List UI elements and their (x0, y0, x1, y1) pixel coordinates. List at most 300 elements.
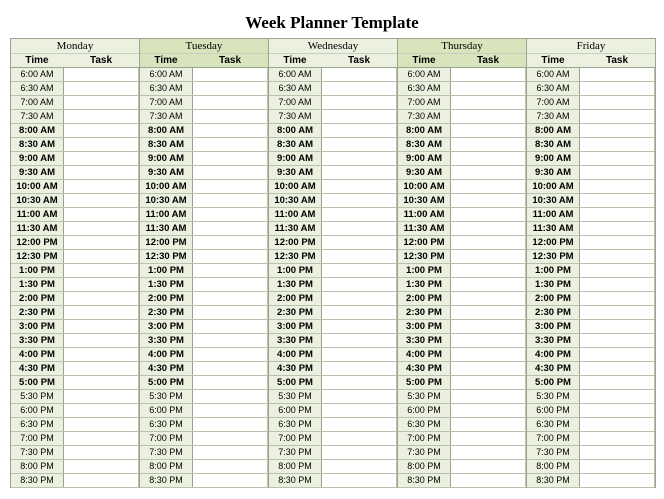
task-cell[interactable] (580, 418, 655, 431)
time-cell: 4:00 PM (140, 348, 193, 361)
time-cell: 4:30 PM (140, 362, 193, 375)
time-cell: 12:30 PM (527, 250, 580, 263)
task-column-header: Task (476, 55, 500, 66)
time-cell: 5:30 PM (140, 390, 193, 403)
day-header: Wednesday (269, 39, 397, 54)
time-slot-row (11, 236, 139, 250)
task-cell[interactable] (193, 418, 268, 431)
task-cell[interactable] (193, 110, 268, 123)
task-cell[interactable] (64, 348, 139, 361)
time-cell: 11:00 AM (527, 208, 580, 221)
task-cell[interactable] (580, 306, 655, 319)
task-cell[interactable] (451, 278, 526, 291)
task-cell[interactable] (451, 334, 526, 347)
task-cell[interactable] (64, 250, 139, 263)
time-cell: 4:30 PM (398, 362, 451, 375)
time-slot-row (398, 334, 526, 348)
column-headers (527, 54, 655, 68)
time-slot-row (269, 180, 397, 194)
time-slot-row (269, 250, 397, 264)
time-slot-row (527, 264, 655, 278)
task-cell[interactable] (193, 222, 268, 235)
time-cell: 8:00 AM (140, 124, 193, 137)
task-cell[interactable] (193, 446, 268, 459)
task-cell[interactable] (64, 96, 139, 109)
time-cell: 3:30 PM (398, 334, 451, 347)
time-cell: 9:00 AM (11, 152, 64, 165)
task-cell[interactable] (64, 432, 139, 445)
task-cell[interactable] (322, 138, 397, 151)
time-cell: 7:30 AM (140, 110, 193, 123)
time-slot-row (269, 390, 397, 404)
task-cell[interactable] (451, 460, 526, 473)
time-slot-row (11, 180, 139, 194)
task-cell[interactable] (451, 264, 526, 277)
time-slot-row (398, 82, 526, 96)
task-cell[interactable] (322, 236, 397, 249)
task-cell[interactable] (322, 446, 397, 459)
task-cell[interactable] (64, 124, 139, 137)
task-cell[interactable] (64, 82, 139, 95)
task-cell[interactable] (580, 404, 655, 417)
task-cell[interactable] (580, 320, 655, 333)
task-cell[interactable] (451, 166, 526, 179)
task-cell[interactable] (451, 250, 526, 263)
time-slot-row (140, 348, 268, 362)
time-cell: 1:00 PM (398, 264, 451, 277)
time-slot-row (140, 390, 268, 404)
task-cell[interactable] (64, 446, 139, 459)
task-cell[interactable] (322, 390, 397, 403)
time-cell: 2:00 PM (140, 292, 193, 305)
time-cell: 1:30 PM (398, 278, 451, 291)
task-cell[interactable] (322, 306, 397, 319)
task-cell[interactable] (451, 320, 526, 333)
task-cell[interactable] (580, 166, 655, 179)
time-slot-row (527, 474, 655, 488)
time-slot-row (398, 138, 526, 152)
task-cell[interactable] (580, 208, 655, 221)
time-slot-row (398, 68, 526, 82)
time-cell: 7:30 AM (527, 110, 580, 123)
task-cell[interactable] (64, 208, 139, 221)
time-cell: 12:00 PM (11, 236, 64, 249)
time-cell: 2:30 PM (140, 306, 193, 319)
task-cell[interactable] (451, 110, 526, 123)
task-cell[interactable] (451, 446, 526, 459)
column-headers (140, 54, 268, 68)
time-cell: 6:30 PM (398, 418, 451, 431)
task-cell[interactable] (64, 110, 139, 123)
time-cell: 8:00 PM (11, 460, 64, 473)
time-cell: 12:00 PM (140, 236, 193, 249)
time-slot-row (527, 166, 655, 180)
task-cell[interactable] (451, 208, 526, 221)
task-cell[interactable] (451, 474, 526, 487)
time-cell: 4:00 PM (398, 348, 451, 361)
time-cell: 1:00 PM (269, 264, 322, 277)
task-cell[interactable] (451, 68, 526, 81)
task-cell[interactable] (322, 376, 397, 389)
time-slot-row (398, 418, 526, 432)
time-cell: 12:00 PM (269, 236, 322, 249)
time-slot-row (398, 348, 526, 362)
time-slot-row (398, 236, 526, 250)
task-cell[interactable] (193, 264, 268, 277)
task-cell[interactable] (580, 432, 655, 445)
task-cell[interactable] (64, 418, 139, 431)
time-slot-row (269, 124, 397, 138)
time-cell: 1:00 PM (140, 264, 193, 277)
time-cell: 3:00 PM (11, 320, 64, 333)
task-cell[interactable] (193, 250, 268, 263)
time-cell: 10:30 AM (527, 194, 580, 207)
task-cell[interactable] (193, 292, 268, 305)
task-cell[interactable] (580, 292, 655, 305)
time-slot-row (11, 110, 139, 124)
task-cell[interactable] (580, 82, 655, 95)
day-column-thursday (398, 39, 527, 488)
day-header: Tuesday (140, 39, 268, 54)
task-cell[interactable] (580, 68, 655, 81)
time-slot-row (527, 138, 655, 152)
task-cell[interactable] (64, 390, 139, 403)
time-slot-row (11, 348, 139, 362)
time-slot-row (269, 278, 397, 292)
task-cell[interactable] (64, 180, 139, 193)
task-cell[interactable] (580, 446, 655, 459)
task-cell[interactable] (193, 236, 268, 249)
time-slot-row (11, 82, 139, 96)
time-cell: 6:00 AM (269, 68, 322, 81)
time-cell: 8:30 PM (269, 474, 322, 487)
task-cell[interactable] (193, 390, 268, 403)
time-cell: 1:30 PM (11, 278, 64, 291)
task-cell[interactable] (451, 292, 526, 305)
time-slot-row (140, 362, 268, 376)
task-cell[interactable] (64, 222, 139, 235)
task-cell[interactable] (64, 278, 139, 291)
task-cell[interactable] (451, 124, 526, 137)
task-cell[interactable] (64, 138, 139, 151)
task-cell[interactable] (64, 320, 139, 333)
time-slot-row (269, 166, 397, 180)
task-cell[interactable] (580, 180, 655, 193)
day-column-friday (527, 39, 656, 488)
task-cell[interactable] (580, 222, 655, 235)
task-cell[interactable] (580, 96, 655, 109)
time-cell: 7:00 PM (11, 432, 64, 445)
task-cell[interactable] (451, 418, 526, 431)
task-cell[interactable] (451, 138, 526, 151)
task-cell[interactable] (193, 404, 268, 417)
time-slot-row (140, 306, 268, 320)
time-slot-row (140, 236, 268, 250)
time-cell: 9:00 AM (398, 152, 451, 165)
time-slot-row (269, 432, 397, 446)
time-cell: 6:30 AM (140, 82, 193, 95)
time-slot-row (140, 320, 268, 334)
task-cell[interactable] (580, 348, 655, 361)
time-cell: 3:30 PM (269, 334, 322, 347)
task-cell[interactable] (322, 222, 397, 235)
time-slot-row (398, 96, 526, 110)
time-slot-row (269, 236, 397, 250)
task-cell[interactable] (193, 432, 268, 445)
task-cell[interactable] (64, 292, 139, 305)
task-cell[interactable] (451, 376, 526, 389)
task-cell[interactable] (322, 96, 397, 109)
time-cell: 5:30 PM (11, 390, 64, 403)
time-slot-row (11, 474, 139, 488)
task-cell[interactable] (322, 180, 397, 193)
time-slot-row (140, 446, 268, 460)
time-cell: 3:00 PM (269, 320, 322, 333)
time-cell: 6:30 AM (269, 82, 322, 95)
column-headers (269, 54, 397, 68)
time-cell: 5:00 PM (140, 376, 193, 389)
task-cell[interactable] (64, 362, 139, 375)
task-cell[interactable] (322, 124, 397, 137)
task-cell[interactable] (193, 376, 268, 389)
time-slot-row (527, 124, 655, 138)
task-cell[interactable] (580, 236, 655, 249)
time-cell: 12:00 PM (398, 236, 451, 249)
task-cell[interactable] (451, 222, 526, 235)
task-cell[interactable] (451, 194, 526, 207)
task-cell[interactable] (193, 152, 268, 165)
time-slot-row (11, 306, 139, 320)
time-column-header: Time (283, 55, 307, 66)
task-cell[interactable] (322, 82, 397, 95)
time-cell: 9:30 AM (140, 166, 193, 179)
time-cell: 11:00 AM (11, 208, 64, 221)
time-cell: 10:00 AM (398, 180, 451, 193)
time-slot-row (398, 264, 526, 278)
time-slot-row (140, 96, 268, 110)
task-cell[interactable] (322, 474, 397, 487)
task-cell[interactable] (193, 460, 268, 473)
task-cell[interactable] (193, 208, 268, 221)
time-slot-row (398, 390, 526, 404)
task-cell[interactable] (322, 334, 397, 347)
time-cell: 7:30 PM (527, 446, 580, 459)
task-cell[interactable] (64, 236, 139, 249)
time-slot-row (527, 208, 655, 222)
day-header: Thursday (398, 39, 526, 54)
time-cell: 6:00 PM (269, 404, 322, 417)
time-slot-row (140, 194, 268, 208)
task-cell[interactable] (193, 334, 268, 347)
day-column-monday (11, 39, 140, 488)
time-slot-row (11, 124, 139, 138)
time-cell: 8:30 PM (527, 474, 580, 487)
task-cell[interactable] (580, 474, 655, 487)
time-cell: 11:30 AM (527, 222, 580, 235)
task-cell[interactable] (322, 404, 397, 417)
task-cell[interactable] (322, 152, 397, 165)
time-slot-row (527, 250, 655, 264)
task-cell[interactable] (580, 264, 655, 277)
time-cell: 5:00 PM (398, 376, 451, 389)
task-cell[interactable] (451, 96, 526, 109)
task-cell[interactable] (322, 208, 397, 221)
task-cell[interactable] (193, 138, 268, 151)
task-cell[interactable] (322, 362, 397, 375)
task-cell[interactable] (322, 320, 397, 333)
time-cell: 8:00 PM (398, 460, 451, 473)
task-cell[interactable] (451, 152, 526, 165)
time-cell: 1:00 PM (527, 264, 580, 277)
task-cell[interactable] (64, 306, 139, 319)
task-cell[interactable] (64, 474, 139, 487)
time-cell: 6:00 PM (527, 404, 580, 417)
task-cell[interactable] (580, 138, 655, 151)
time-slot-row (527, 82, 655, 96)
task-cell[interactable] (64, 68, 139, 81)
task-cell[interactable] (322, 432, 397, 445)
page-title: Week Planner Template (245, 13, 419, 32)
task-cell[interactable] (580, 334, 655, 347)
task-cell[interactable] (580, 250, 655, 263)
time-cell: 12:30 PM (140, 250, 193, 263)
task-cell[interactable] (322, 110, 397, 123)
task-cell[interactable] (451, 404, 526, 417)
time-slot-row (269, 82, 397, 96)
time-slot-row (398, 432, 526, 446)
task-cell[interactable] (451, 348, 526, 361)
task-cell[interactable] (451, 180, 526, 193)
time-cell: 7:00 AM (269, 96, 322, 109)
task-cell[interactable] (322, 460, 397, 473)
time-column-header: Time (154, 55, 178, 66)
task-cell[interactable] (193, 124, 268, 137)
time-slot-row (269, 264, 397, 278)
task-cell[interactable] (580, 376, 655, 389)
time-cell: 3:00 PM (398, 320, 451, 333)
task-cell[interactable] (451, 82, 526, 95)
task-cell[interactable] (64, 334, 139, 347)
time-slot-row (11, 376, 139, 390)
task-cell[interactable] (580, 194, 655, 207)
task-cell[interactable] (193, 306, 268, 319)
task-cell[interactable] (451, 236, 526, 249)
task-cell[interactable] (322, 278, 397, 291)
task-cell[interactable] (451, 390, 526, 403)
task-cell[interactable] (451, 432, 526, 445)
time-slot-row (527, 68, 655, 82)
time-cell: 10:00 AM (527, 180, 580, 193)
task-cell[interactable] (64, 264, 139, 277)
time-slot-row (269, 418, 397, 432)
time-cell: 8:00 PM (269, 460, 322, 473)
task-cell[interactable] (193, 348, 268, 361)
time-slot-row (398, 362, 526, 376)
time-slot-row (140, 166, 268, 180)
task-cell[interactable] (580, 460, 655, 473)
time-slot-row (11, 166, 139, 180)
time-slot-row (11, 292, 139, 306)
task-cell[interactable] (193, 278, 268, 291)
task-cell[interactable] (193, 180, 268, 193)
task-cell[interactable] (580, 110, 655, 123)
task-cell[interactable] (322, 348, 397, 361)
task-cell[interactable] (322, 68, 397, 81)
time-slot-row (11, 208, 139, 222)
task-cell[interactable] (322, 250, 397, 263)
task-cell[interactable] (64, 460, 139, 473)
time-slot-row (140, 180, 268, 194)
time-slot-row (398, 404, 526, 418)
time-cell: 10:30 AM (269, 194, 322, 207)
time-cell: 8:30 PM (398, 474, 451, 487)
task-cell[interactable] (580, 278, 655, 291)
task-cell[interactable] (193, 474, 268, 487)
task-cell[interactable] (193, 362, 268, 375)
time-slot-row (398, 474, 526, 488)
task-cell[interactable] (580, 362, 655, 375)
time-cell: 12:00 PM (527, 236, 580, 249)
time-slot-row (398, 250, 526, 264)
task-cell[interactable] (193, 96, 268, 109)
time-cell: 5:00 PM (269, 376, 322, 389)
task-cell[interactable] (64, 376, 139, 389)
time-slot-row (527, 460, 655, 474)
task-cell[interactable] (193, 82, 268, 95)
time-slot-row (398, 222, 526, 236)
task-cell[interactable] (64, 166, 139, 179)
time-cell: 12:30 PM (398, 250, 451, 263)
time-cell: 7:00 PM (269, 432, 322, 445)
task-cell[interactable] (580, 152, 655, 165)
time-slot-row (269, 348, 397, 362)
task-cell[interactable] (193, 194, 268, 207)
task-cell[interactable] (322, 418, 397, 431)
time-cell: 6:30 PM (269, 418, 322, 431)
task-cell[interactable] (64, 152, 139, 165)
time-slot-row (527, 334, 655, 348)
task-cell[interactable] (322, 264, 397, 277)
time-slot-row (140, 278, 268, 292)
task-cell[interactable] (322, 292, 397, 305)
time-cell: 3:00 PM (527, 320, 580, 333)
task-cell[interactable] (193, 166, 268, 179)
time-cell: 1:30 PM (527, 278, 580, 291)
time-cell: 10:30 AM (11, 194, 64, 207)
task-cell[interactable] (580, 390, 655, 403)
time-cell: 2:30 PM (398, 306, 451, 319)
task-cell[interactable] (64, 194, 139, 207)
time-cell: 6:30 AM (398, 82, 451, 95)
time-cell: 10:00 AM (140, 180, 193, 193)
task-cell[interactable] (193, 68, 268, 81)
time-slot-row (398, 460, 526, 474)
time-cell: 7:00 PM (527, 432, 580, 445)
task-cell[interactable] (451, 362, 526, 375)
task-cell[interactable] (451, 306, 526, 319)
task-cell[interactable] (193, 320, 268, 333)
time-cell: 1:00 PM (11, 264, 64, 277)
task-cell[interactable] (322, 194, 397, 207)
time-cell: 7:00 PM (140, 432, 193, 445)
time-slot-row (527, 418, 655, 432)
task-cell[interactable] (322, 166, 397, 179)
time-slot-row (140, 376, 268, 390)
time-cell: 5:00 PM (11, 376, 64, 389)
task-cell[interactable] (64, 404, 139, 417)
time-cell: 8:30 AM (398, 138, 451, 151)
task-cell[interactable] (580, 124, 655, 137)
